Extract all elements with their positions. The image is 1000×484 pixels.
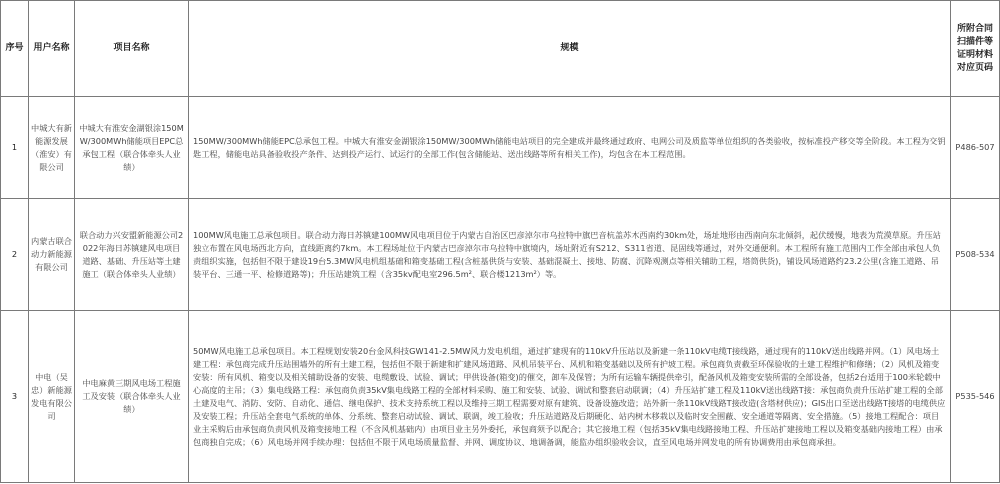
- row-scale: 100MW风电施工总承包项目。联合动力海日苏镇建100MW风电项目位于内蒙古自治区巴彦淖尔市乌拉特中旗巴音杭盖苏木西南约30km处，场址地形由西南向东北倾斜，起伏缓慢，地表为荒漠草原。升压站独立布置在风电场西北方向，直线距离约7km。本工程场址位于内蒙古巴彦淖尔市乌拉特中旗境内，场址附近有S212、S311省道、昆固线等通过，对外交通便利。本工程所有施工范围内工作全部由承包人负责组织实施，包括但不限于建设19台5.3MW风电机组基础和箱变基础工程(含桩基供货与安装、基础混凝土、接地、防腐、沉降观测点等相关辅助工程，塔筒供货)，铺设风场道路约23.2公里(含施工道路、吊装平台、三通一平、检修道路等)；升压站建筑工程（含35kv配电室296.5m²、联合楼1213m²）等。: [189, 199, 951, 311]
- row-scale: 150MW/300MWh储能EPC总承包工程。中城大有淮安金湖银涂150MW/300MWh储能电站项目的完全建成并最终通过政府、电网公司及质监等单位组织的各类验收，按标准投产移交等全阶段。本工程为交钥匙工程，储能电站具备验收投产条件、达到投产运行、试运行的全部工作(包含储能站、送出线路等所有相关工作)，均包含在本工程范围。: [189, 97, 951, 199]
- header-client: 用户名称: [29, 1, 75, 97]
- row-client: 中电（吴忠）新能源发电有限公司: [29, 311, 75, 483]
- row-client: 中城大有新能源发展（淮安）有限公司: [29, 97, 75, 199]
- table-row: [1, 311, 1000, 483]
- row-client: 内蒙古联合动力新能源有限公司: [29, 199, 75, 311]
- header-page: 所附合同扫描件等证明材料对应页码: [951, 1, 1000, 97]
- table-row: [1, 199, 1000, 311]
- header-scale: 规模: [189, 1, 951, 97]
- row-no: 3: [1, 311, 29, 483]
- header-project: 项目名称: [75, 1, 189, 97]
- row-page: P508-534: [951, 199, 1000, 311]
- header-no: 序号: [1, 1, 29, 97]
- row-scale: 50MW风电施工总承包项目。本工程规划安装20台金风科技GW141-2.5MW风力发电机组，通过扩建现有的110kV升压站以及新建一条110kV电缆T接线路，通过现有的110kV送出线路并网。（1）风电场土建工程：承包商完成升压站围墙外的所有土建工程，包括但不限于新建和扩建风场道路、风机吊装平台、风机和箱变基础以及所有护坡工程。承包商负责截至环保验收的土建工程维护和修缮；（2）风机及箱变安装：所有风机、箱变以及相关辅助设备的安装、电缆敷设、试验、调试；甲供设备(箱变)的催交，卸车及保管；为所有运输车辆提供牵引，配备风机及箱变安装所需的全部设备，包括2台适用于100米轮毂中心高度的主吊；（3）集电线路工程：承包商负责35kV集电线路工程的全部材料采购、施工和安装、试验、调试和整套启动联调；（4）升压站扩建工程及110kV送出线路T接：承包商负责升压站扩建工程的全部土建及电气、消防、安防、自动化、通信、继电保护、技术支持系统工程以及维持三期工程需要对原有建筑、设备设施改造；站外新一条110kV线路T接改造(含塔材供应)；GIS出口至送出线路T接塔的电缆供应及安装工程；升压站全套电气系统的单体、分系统、整套启动试验、调试、联调，竣工验收；升压站道路及后期硬化、站内树木移栽以及临时安全围蔽、安全通道等隔离、安全措施。（5）接地工程配合：项目业主采购后由承包商负责风机及箱变接地工程（不含风机基础内）由项目业主另外委托，承包商须予以配合；其它接地工程（包括35kV集电线路接地工程、升压站扩建接地工程以及箱变基础内接地工程）由承包商独自完成；（6）风电场并网手续办理：包括但不限于风电场质量监督、并网、调度协议、地调备调，能监办组织验收会议，直至风电场并网发电的所有协调费用由承包商承担。: [189, 311, 951, 483]
- row-project: 中城大有淮安金湖银涂150MW/300MWh储能项目EPC总承包工程（联合体牵头人业绩）: [75, 97, 189, 199]
- table-header-row: [1, 1, 1000, 97]
- table-row: [1, 97, 1000, 199]
- row-no: 1: [1, 97, 29, 199]
- row-project: 联合动力兴安盟新能源公司2022年海日苏镇建风电项目道路、基础、升压站等土建施工（联合体牵头人业绩）: [75, 199, 189, 311]
- row-project: 中电麻黄三期风电场工程施工及安装（联合体牵头人业绩）: [75, 311, 189, 483]
- row-no: 2: [1, 199, 29, 311]
- row-page: P535-546: [951, 311, 1000, 483]
- row-page: P486-507: [951, 97, 1000, 199]
